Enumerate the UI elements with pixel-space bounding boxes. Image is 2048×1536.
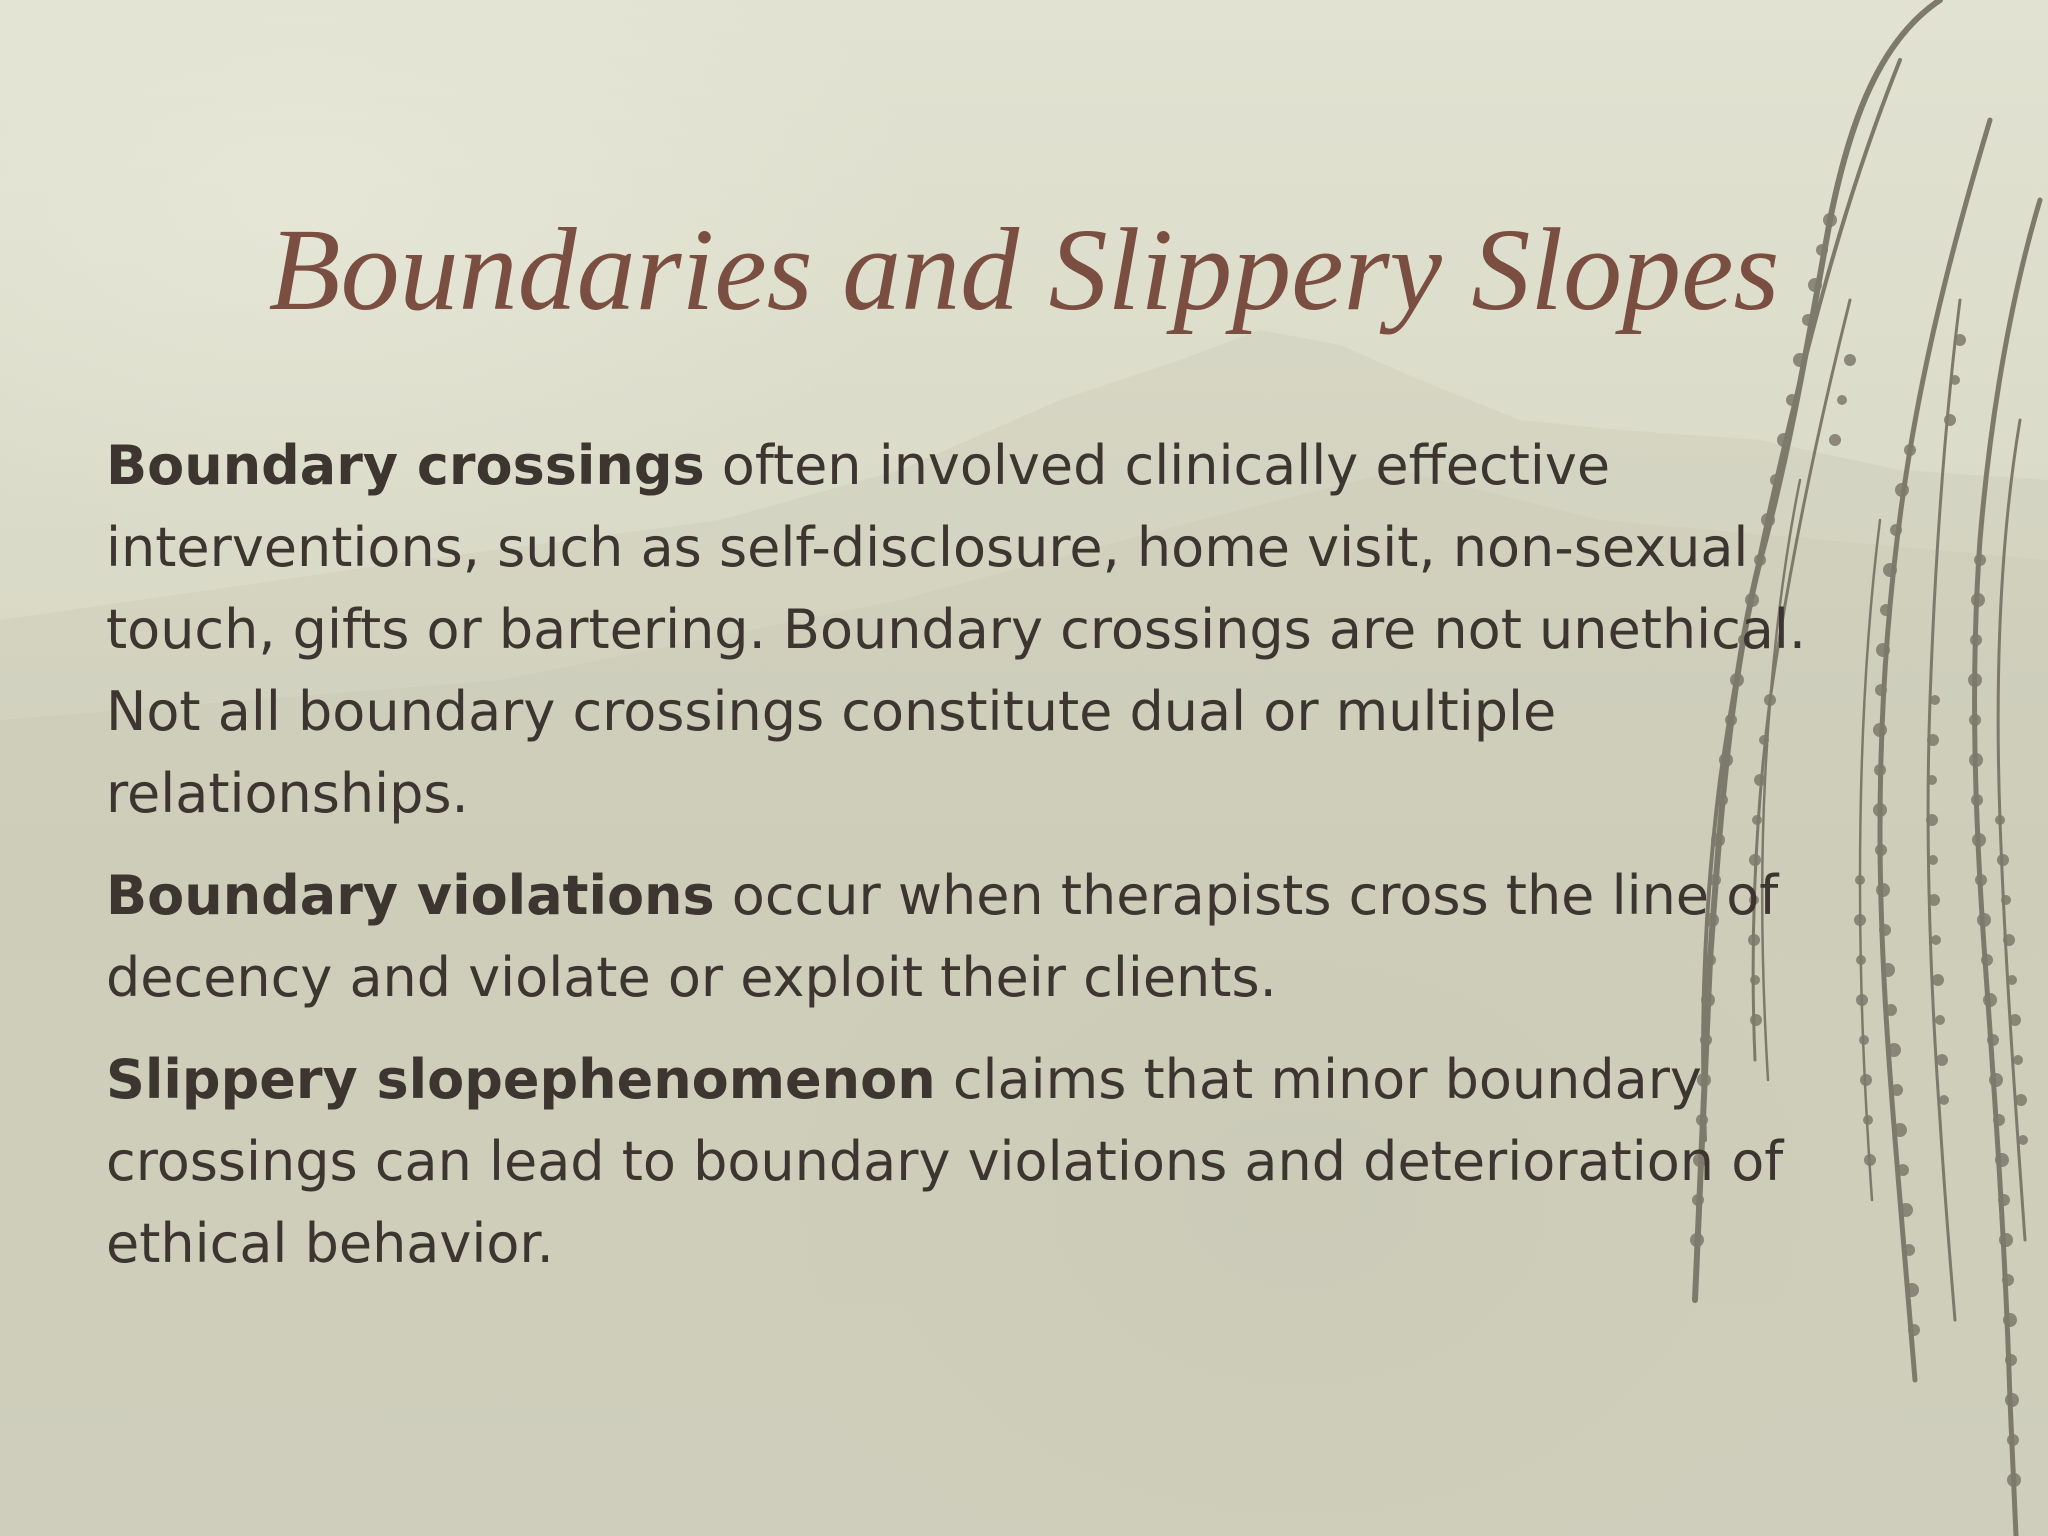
paragraph-text: claims that minor boundary crossings can lead to boundary violations and deterioration of ethical behavior. — [106, 1048, 1784, 1275]
paragraph-boundary-crossings — [106, 425, 1896, 835]
paragraph-text: occur when therapists cross the line of decency and violate or exploit their clients. — [106, 864, 1779, 1009]
slide-body — [106, 425, 1896, 1305]
term-slippery-slope: Slippery slopephenomenon — [106, 1048, 936, 1111]
paragraph-boundary-violations — [106, 855, 1896, 1019]
term-boundary-crossings: Boundary crossings — [106, 434, 705, 497]
paragraph-slippery-slope — [106, 1039, 1896, 1285]
slide-title: Boundaries and Slippery Slopes — [268, 204, 1780, 335]
paragraph-text: often involved clinically effective interventions, such as self-disclosure, home visit, non-sexual touch, gifts or bartering. Boundary crossings are not unethical. Not all boundary crossings constitute dual or multiple relationships. — [106, 434, 1807, 825]
term-boundary-violations: Boundary violations — [106, 864, 715, 927]
